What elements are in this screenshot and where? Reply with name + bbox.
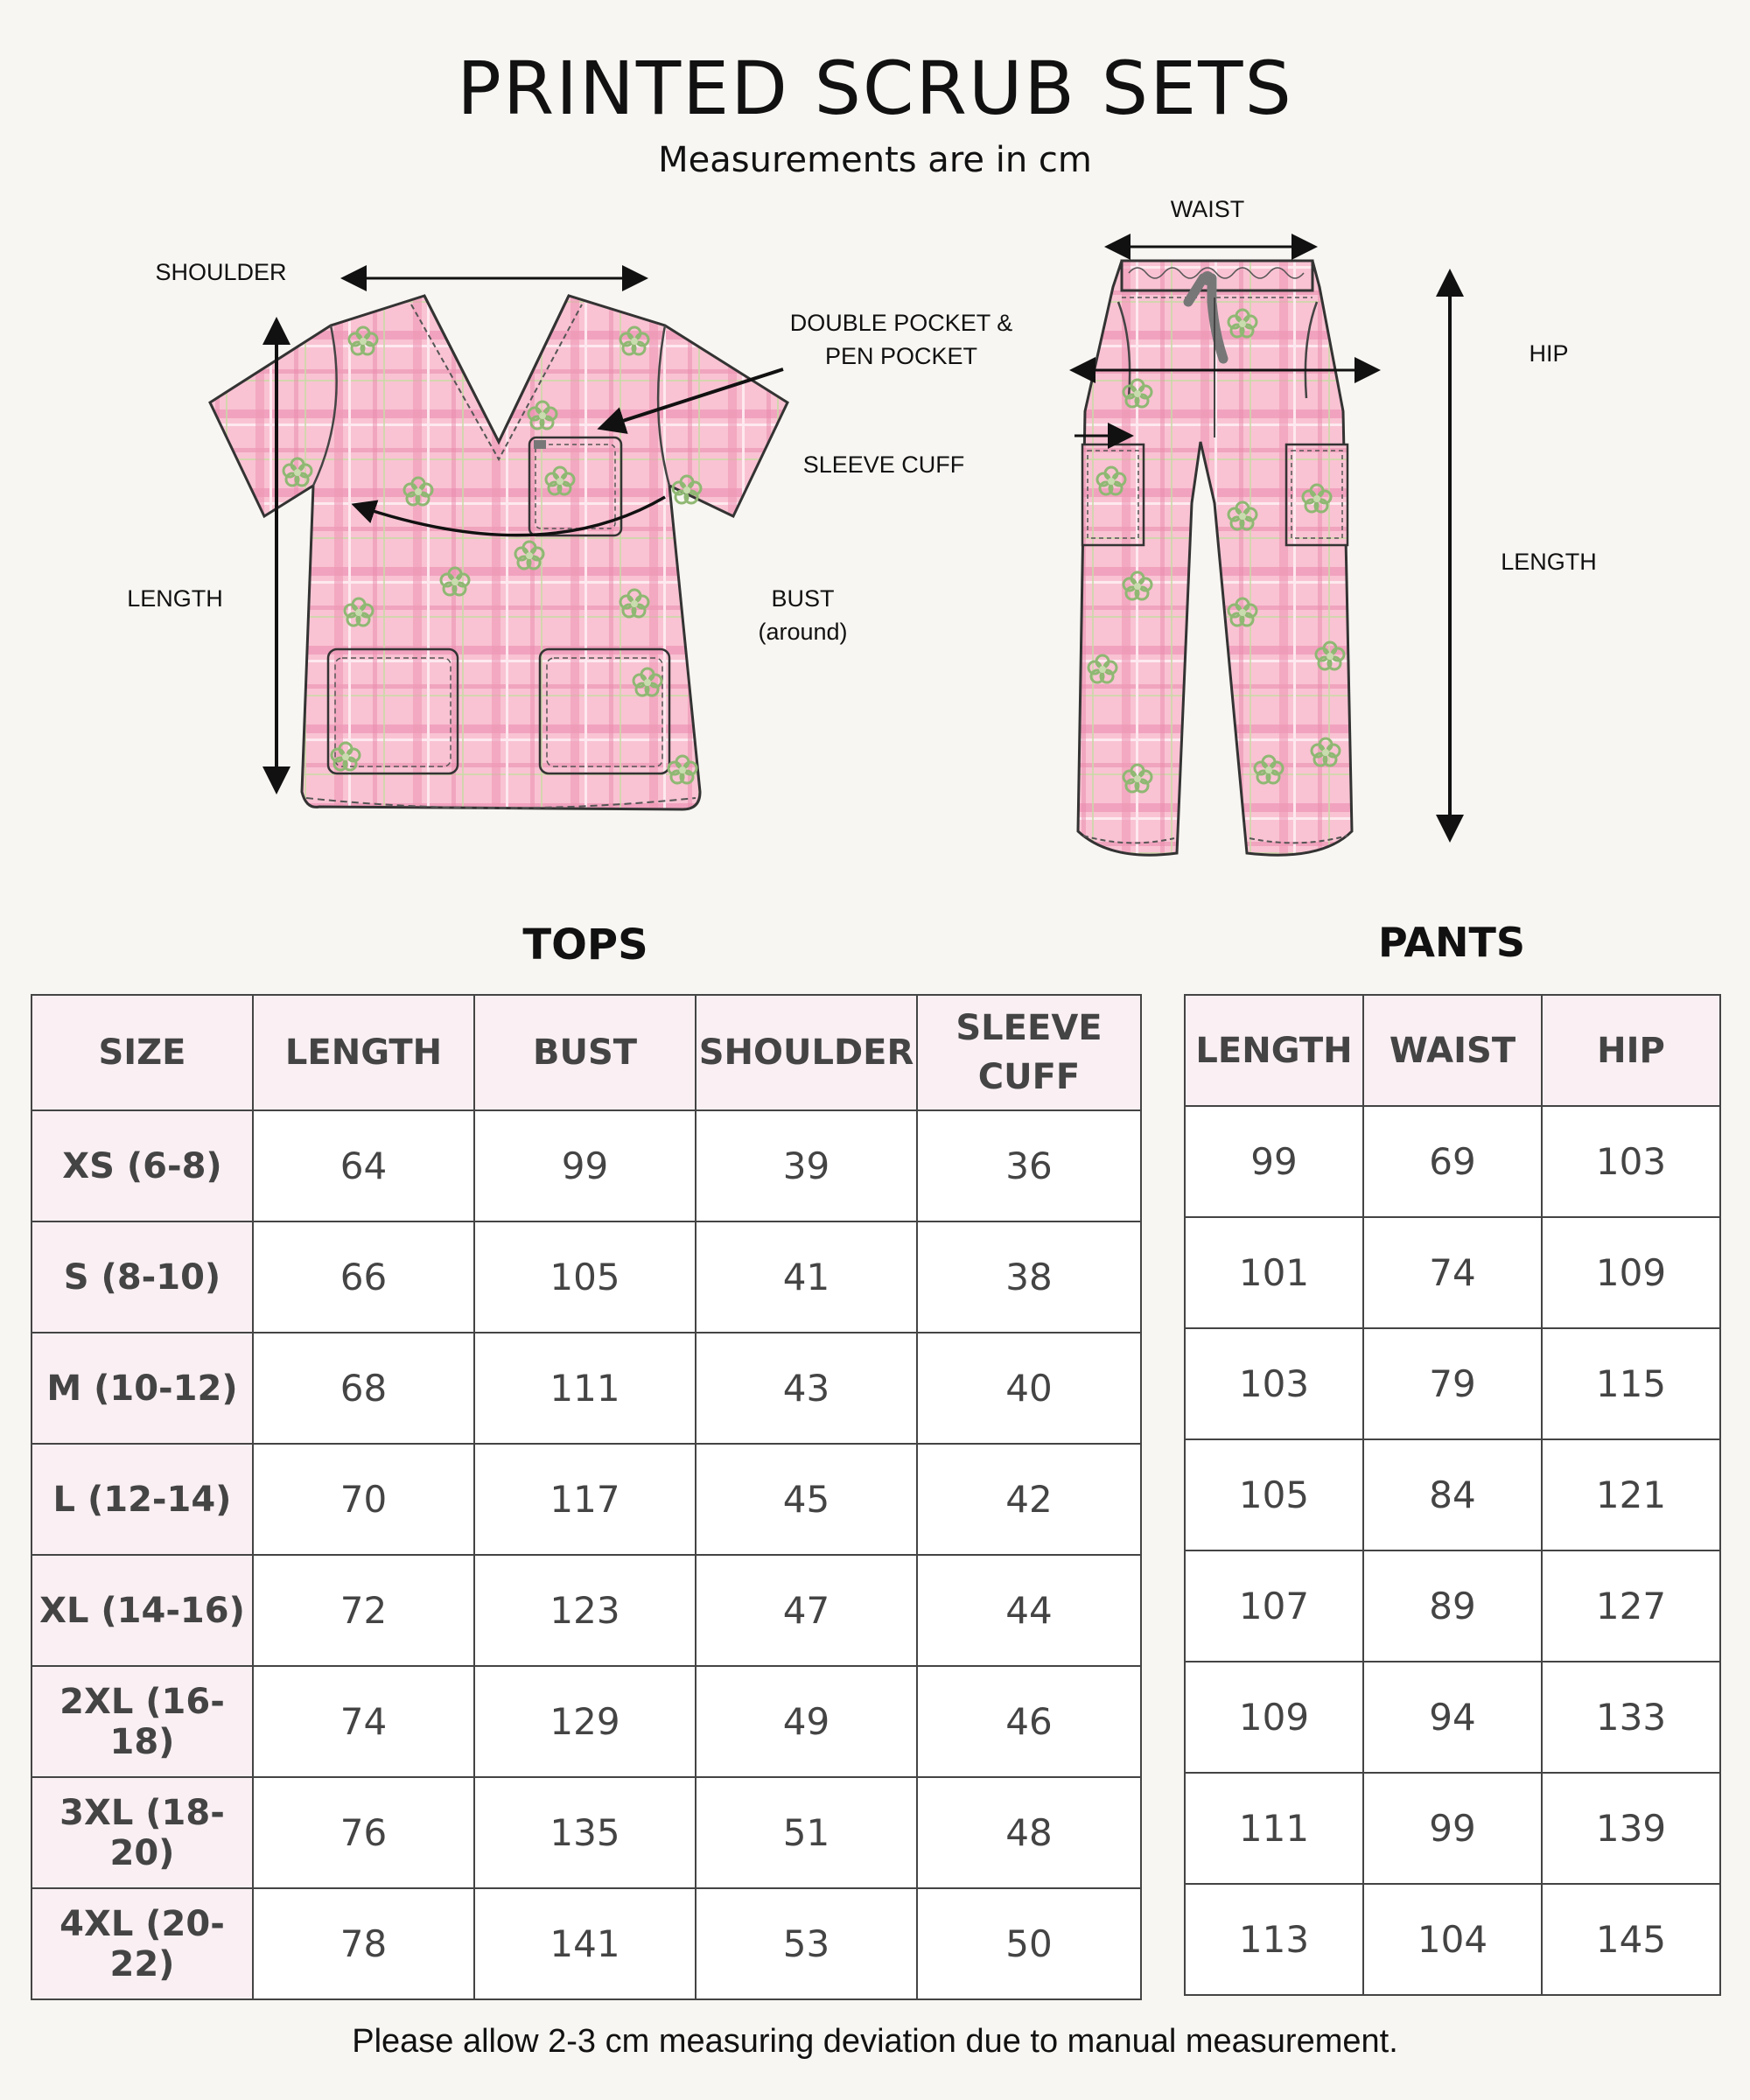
tops-value-cell: 50 xyxy=(917,1888,1141,1999)
tops-row xyxy=(32,1110,1141,1222)
page-subtitle: Measurements are in cm xyxy=(658,140,1092,180)
tops-title: TOPS xyxy=(522,920,648,970)
pants-value-cell: 121 xyxy=(1542,1439,1720,1550)
pant-length-label: LENGTH xyxy=(1501,549,1597,575)
tops-value-cell: 45 xyxy=(696,1444,917,1555)
tops-value-cell: 44 xyxy=(917,1555,1141,1666)
size-cell: 3XL (18-20) xyxy=(32,1777,253,1888)
tops-header-sleeve-cuff xyxy=(917,995,1141,1110)
tops-value-cell: 99 xyxy=(474,1110,696,1222)
size-cell: M (10-12) xyxy=(32,1333,253,1444)
page-title: PRINTED SCRUB SETS xyxy=(457,46,1293,131)
pants-value-cell: 133 xyxy=(1542,1662,1720,1773)
tops-value-cell: 123 xyxy=(474,1555,696,1666)
tops-value-cell: 51 xyxy=(696,1777,917,1888)
tops-value-cell: 38 xyxy=(917,1222,1141,1333)
pants-row xyxy=(1185,1217,1720,1328)
tops-value-cell: 72 xyxy=(253,1555,474,1666)
bust-label-line1: BUST xyxy=(771,585,835,612)
pants-row xyxy=(1185,1662,1720,1773)
tops-row xyxy=(32,1222,1141,1333)
pocket-label xyxy=(770,306,1032,373)
tops-row xyxy=(32,1888,1141,1999)
tops-value-cell: 41 xyxy=(696,1222,917,1333)
pants-value-cell: 145 xyxy=(1542,1884,1720,1995)
pants-title: PANTS xyxy=(1377,919,1526,966)
pants-size-table xyxy=(1184,994,1721,1996)
shoulder-label: SHOULDER xyxy=(155,259,287,285)
tops-header-size: SIZE xyxy=(32,995,253,1110)
tops-row xyxy=(32,1444,1141,1555)
bust-label-line2: (around) xyxy=(758,619,848,645)
pants-row xyxy=(1185,1773,1720,1884)
tops-value-cell: 47 xyxy=(696,1555,917,1666)
tops-header-shoulder: SHOULDER xyxy=(696,995,917,1110)
tops-value-cell: 66 xyxy=(253,1222,474,1333)
tops-value-cell: 68 xyxy=(253,1333,474,1444)
tops-value-cell: 70 xyxy=(253,1444,474,1555)
tops-value-cell: 135 xyxy=(474,1777,696,1888)
pants-value-cell: 139 xyxy=(1542,1773,1720,1884)
pants-value-cell: 94 xyxy=(1363,1662,1542,1773)
pants-row xyxy=(1185,1106,1720,1217)
pants-value-cell: 109 xyxy=(1185,1662,1363,1773)
hip-label: HIP xyxy=(1529,340,1569,367)
pants-value-cell: 107 xyxy=(1185,1550,1363,1662)
pants-value-cell: 101 xyxy=(1185,1217,1363,1328)
tops-value-cell: 48 xyxy=(917,1777,1141,1888)
pants-value-cell: 89 xyxy=(1363,1550,1542,1662)
size-cell: XL (14-16) xyxy=(32,1555,253,1666)
pants-value-cell: 103 xyxy=(1542,1106,1720,1217)
sleeve-cuff-label: SLEEVE CUFF xyxy=(802,452,965,478)
pants-header-length: LENGTH xyxy=(1185,995,1363,1106)
tops-row xyxy=(32,1333,1141,1444)
size-cell: XS (6-8) xyxy=(32,1110,253,1222)
pants-value-cell: 103 xyxy=(1185,1328,1363,1439)
size-cell: S (8-10) xyxy=(32,1222,253,1333)
tops-value-cell: 39 xyxy=(696,1110,917,1222)
waist-label: WAIST xyxy=(1170,196,1245,222)
pants-value-cell: 99 xyxy=(1363,1773,1542,1884)
pants-row xyxy=(1185,1550,1720,1662)
tops-row xyxy=(32,1777,1141,1888)
tops-value-cell: 64 xyxy=(253,1110,474,1222)
tops-value-cell: 43 xyxy=(696,1333,917,1444)
pants-value-cell: 74 xyxy=(1363,1217,1542,1328)
tops-row xyxy=(32,1666,1141,1777)
pants-value-cell: 69 xyxy=(1363,1106,1542,1217)
tops-value-cell: 76 xyxy=(253,1777,474,1888)
size-cell: L (12-14) xyxy=(32,1444,253,1555)
tops-value-cell: 40 xyxy=(917,1333,1141,1444)
tops-value-cell: 46 xyxy=(917,1666,1141,1777)
pants-value-cell: 84 xyxy=(1363,1439,1542,1550)
pants-row xyxy=(1185,1328,1720,1439)
tops-header-bust: BUST xyxy=(474,995,696,1110)
pants-header-waist: WAIST xyxy=(1363,995,1542,1106)
pants-value-cell: 113 xyxy=(1185,1884,1363,1995)
tops-value-cell: 53 xyxy=(696,1888,917,1999)
tops-value-cell: 129 xyxy=(474,1666,696,1777)
tops-value-cell: 105 xyxy=(474,1222,696,1333)
pants-value-cell: 111 xyxy=(1185,1773,1363,1884)
tops-value-cell: 74 xyxy=(253,1666,474,1777)
scrub-top-drawing xyxy=(210,278,788,809)
size-cell: 2XL (16-18) xyxy=(32,1666,253,1777)
scrub-pants-drawing xyxy=(1074,247,1450,855)
pants-value-cell: 105 xyxy=(1185,1439,1363,1550)
tops-value-cell: 42 xyxy=(917,1444,1141,1555)
bust-label xyxy=(726,582,879,648)
tops-value-cell: 78 xyxy=(253,1888,474,1999)
pants-header-row xyxy=(1185,995,1720,1106)
tops-value-cell: 111 xyxy=(474,1333,696,1444)
pants-value-cell: 109 xyxy=(1542,1217,1720,1328)
tops-header-cuff: CUFF xyxy=(977,1057,1081,1097)
pocket-label-line2: PEN POCKET xyxy=(824,343,978,369)
size-cell: 4XL (20-22) xyxy=(32,1888,253,1999)
tops-size-table xyxy=(31,994,1142,2000)
pants-row xyxy=(1185,1439,1720,1550)
tops-header-sleeve: SLEEVE xyxy=(956,1008,1102,1048)
tops-value-cell: 36 xyxy=(917,1110,1141,1222)
pants-row xyxy=(1185,1884,1720,1995)
tops-value-cell: 49 xyxy=(696,1666,917,1777)
pants-value-cell: 104 xyxy=(1363,1884,1542,1995)
top-length-label: LENGTH xyxy=(127,585,223,612)
measurement-note: Please allow 2-3 cm measuring deviation due to manual measurement. xyxy=(352,2023,1398,2060)
pants-value-cell: 79 xyxy=(1363,1328,1542,1439)
pants-value-cell: 99 xyxy=(1185,1106,1363,1217)
tops-value-cell: 141 xyxy=(474,1888,696,1999)
tops-value-cell: 117 xyxy=(474,1444,696,1555)
pants-header-hip: HIP xyxy=(1542,995,1720,1106)
pants-value-cell: 127 xyxy=(1542,1550,1720,1662)
tops-header-row xyxy=(32,995,1141,1110)
tops-header-length: LENGTH xyxy=(253,995,474,1110)
pocket-label-line1: DOUBLE POCKET & xyxy=(789,310,1013,336)
pants-value-cell: 115 xyxy=(1542,1328,1720,1439)
tops-row xyxy=(32,1555,1141,1666)
